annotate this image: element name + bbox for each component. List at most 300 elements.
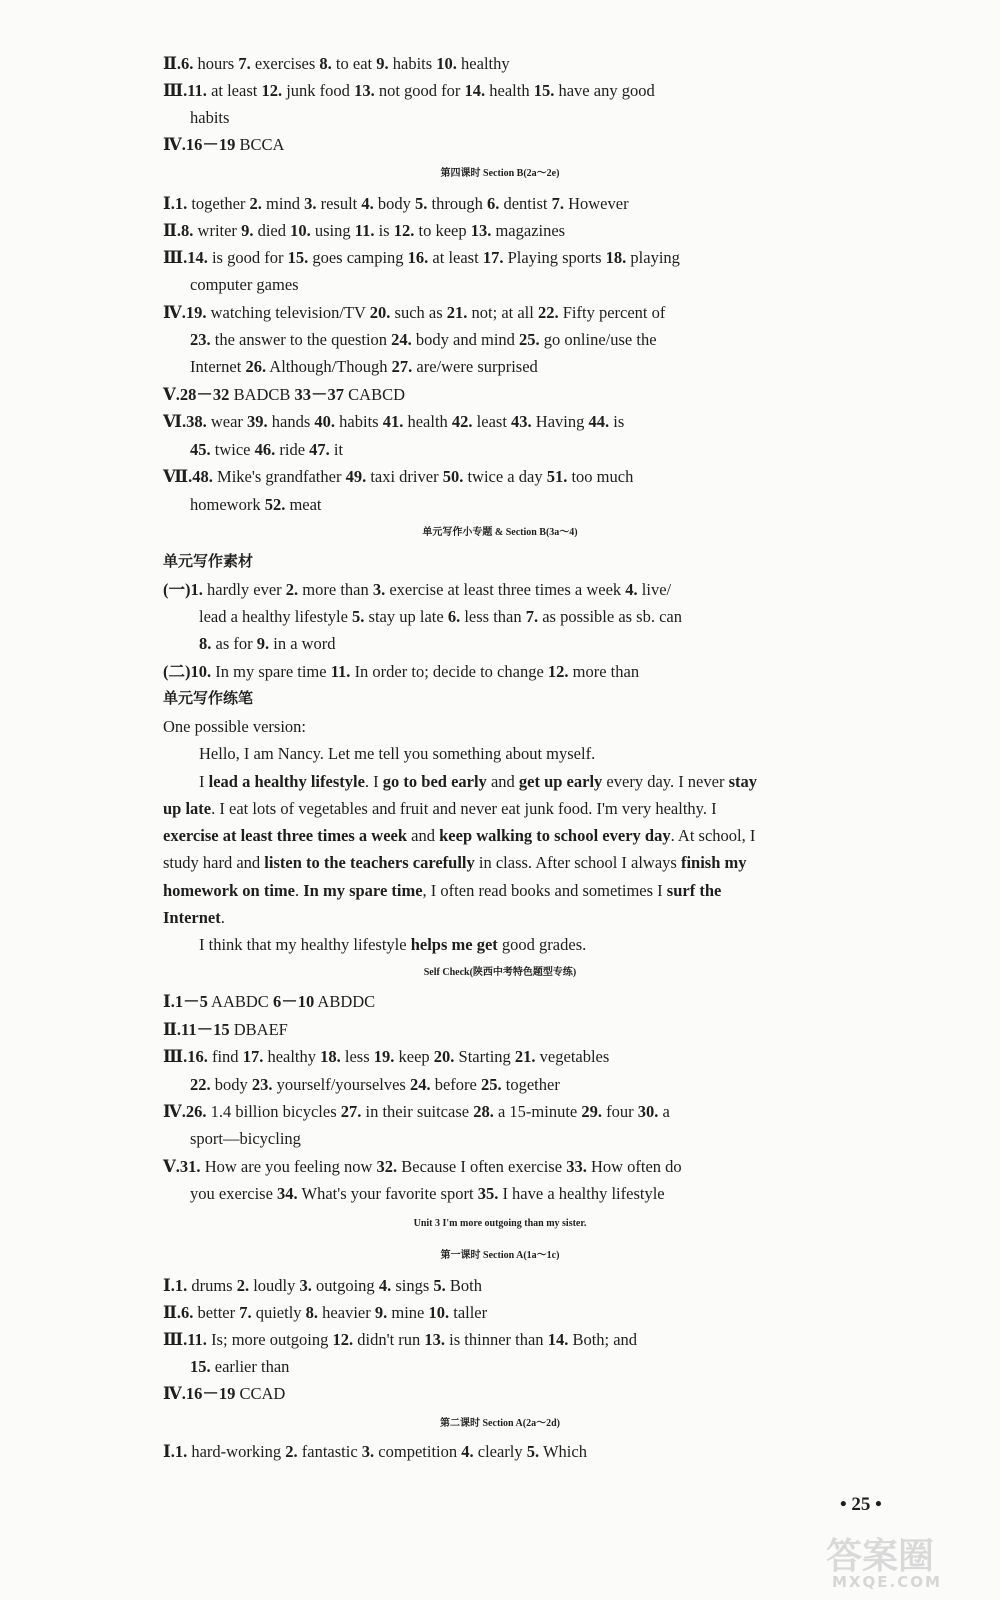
answer-number: up late (163, 799, 212, 818)
answer-text: is (609, 412, 625, 431)
answer-text: hands (267, 412, 315, 431)
answer-text: computer games (190, 275, 299, 294)
answer-text: AABDC (207, 992, 273, 1011)
answer-number: 13. (470, 221, 492, 240)
answer-text: competition (374, 1442, 462, 1461)
answer-number: 28. (473, 1102, 494, 1121)
answer-number: 50. (442, 467, 464, 486)
answer-line (163, 713, 306, 740)
answer-number: 23. (251, 1075, 273, 1094)
answer-number: 12. (393, 221, 415, 240)
answer-number: Ⅳ.26. (163, 1102, 207, 1121)
answer-number: 22. (537, 303, 559, 322)
answer-text: stay up late (364, 607, 448, 626)
answer-number: go to bed early (382, 772, 487, 791)
answer-text: vegetables (535, 1047, 610, 1066)
answer-text: good grades. (497, 935, 587, 954)
answer-number: 15. (533, 81, 555, 100)
answer-line (190, 436, 343, 463)
answer-text: in their suitcase (361, 1102, 474, 1121)
watermark-site: MXQE.COM (832, 1573, 942, 1591)
answer-text: are/were surprised (412, 357, 538, 376)
answer-text: Playing sports (503, 248, 606, 267)
watermark-logo (820, 1528, 990, 1596)
answer-text: Because I often exercise (397, 1157, 567, 1176)
answer-line (163, 1272, 482, 1299)
answer-number: 6－10 (272, 992, 315, 1011)
answer-number: 5. (415, 194, 428, 213)
answer-line (163, 1016, 288, 1043)
answer-number: Ⅴ.28－32 (163, 385, 230, 404)
answer-text: earlier than (210, 1357, 290, 1376)
answer-text: junk food (282, 81, 355, 100)
answer-text: sport—bicycling (190, 1129, 301, 1148)
answer-line (163, 576, 671, 603)
answer-number: Ⅴ.31. (163, 1157, 201, 1176)
answer-number: 5. (352, 607, 365, 626)
answer-text: Having (531, 412, 589, 431)
answer-text: body (373, 194, 415, 213)
answer-number: homework on time (163, 881, 295, 900)
answer-number: 12. (332, 1330, 354, 1349)
answer-number: 单元写作练笔 (163, 691, 254, 707)
answer-number: 32. (376, 1157, 398, 1176)
answer-text: exercise at least three times a week (385, 580, 626, 599)
answer-text: Although/Though (266, 357, 392, 376)
answer-number: 3. (372, 580, 386, 599)
section-heading (0, 519, 1000, 546)
answer-text: have any good (554, 81, 655, 100)
answer-number: 24. (391, 330, 412, 349)
answer-text: and (407, 826, 440, 845)
answer-number: 39. (247, 412, 268, 431)
answer-number: 2. (249, 194, 262, 213)
answer-number: 25. (481, 1075, 502, 1094)
section-heading (0, 1210, 1000, 1237)
answer-number: surf the (666, 881, 722, 900)
answer-text: yourself/yourselves (272, 1075, 410, 1094)
answer-number: Ⅰ.1－5 (163, 992, 208, 1011)
answer-text: I think that my healthy lifestyle (199, 935, 411, 954)
answer-text: quietly (251, 1303, 306, 1322)
answer-number: 12. (547, 662, 569, 681)
answer-line (163, 244, 680, 271)
answer-line (163, 1153, 682, 1180)
answer-text: as for (211, 634, 257, 653)
answer-line (190, 1353, 289, 1380)
answer-text: twice (210, 440, 255, 459)
answer-text: watching television/TV (206, 303, 370, 322)
answer-line (163, 904, 225, 931)
answer-line (163, 1299, 487, 1326)
answer-text: fantastic (297, 1442, 362, 1461)
answer-number: Ⅰ.1. (163, 194, 188, 213)
answer-text: a (658, 1102, 670, 1121)
answer-text: playing (626, 248, 680, 267)
answer-number: 14. (464, 81, 486, 100)
answer-text: I (199, 772, 209, 791)
answer-number: 8. (319, 54, 332, 73)
answer-text: find (207, 1047, 243, 1066)
answer-number: Ⅵ.38. (163, 412, 207, 431)
answer-line (190, 353, 538, 380)
answer-number: 26. (245, 357, 267, 376)
answer-number: 16. (407, 248, 429, 267)
answer-number: 27. (340, 1102, 362, 1121)
answer-text: in a word (269, 634, 336, 653)
answer-text: study hard and (163, 853, 265, 872)
answer-text: What's your favorite sport (297, 1184, 478, 1203)
answer-line (163, 77, 655, 104)
answer-number: Ⅱ.8. (163, 221, 194, 240)
answer-text: healthy (456, 54, 510, 73)
answer-number: (二)10. (163, 662, 212, 681)
answer-text: you exercise (190, 1184, 278, 1203)
answer-text: result (316, 194, 362, 213)
answer-number: 33. (566, 1157, 587, 1176)
answer-text: a 15-minute (493, 1102, 582, 1121)
answer-number: 45. (190, 440, 211, 459)
answer-number: 8. (199, 634, 212, 653)
answer-number: Ⅲ.11. (163, 1330, 207, 1349)
answer-text: wear (206, 412, 248, 431)
answer-text: healthy (263, 1047, 321, 1066)
answer-number: 7. (551, 194, 564, 213)
answer-text: Mike's grandfather (212, 467, 346, 486)
answer-text: Which (539, 1442, 587, 1461)
answer-text: taxi driver (366, 467, 443, 486)
answer-number: 11. (330, 662, 351, 681)
answer-number: 第一课时 Section A(1a～1c) (440, 1250, 560, 1261)
answer-number: stay (728, 772, 757, 791)
answer-number: 6. (486, 194, 500, 213)
answer-number: 2. (285, 580, 299, 599)
answer-line (190, 1071, 560, 1098)
answer-number: 20. (433, 1047, 455, 1066)
answer-number: 22. (190, 1075, 211, 1094)
answer-line (163, 50, 510, 77)
answer-text: . At school, I (670, 826, 756, 845)
answer-text: drums (187, 1276, 237, 1295)
answer-text: . I eat lots of vegetables and fruit and never eat junk food. I'm very healthy. I (211, 799, 717, 818)
answer-line (163, 217, 565, 244)
section-heading (0, 160, 1000, 187)
answer-text: too much (567, 467, 634, 486)
answer-line (163, 463, 633, 490)
answer-text: twice a day (463, 467, 547, 486)
answer-text: clearly (473, 1442, 527, 1461)
subsection-heading (163, 686, 253, 713)
answer-text: less (340, 1047, 374, 1066)
answer-text: in class. After school I always (474, 853, 681, 872)
answer-text: However (563, 194, 629, 213)
answer-number: 29. (581, 1102, 602, 1121)
answer-number: 27. (391, 357, 413, 376)
answer-number: helps me get (410, 935, 498, 954)
answer-number: 4. (378, 1276, 392, 1295)
answer-number: Ⅲ.14. (163, 248, 208, 267)
answer-number: keep walking to school every day (439, 826, 671, 845)
answer-text: homework (190, 495, 265, 514)
answer-number: 18. (605, 248, 627, 267)
answer-number: Unit 3 I'm more outgoing than my sister. (413, 1218, 587, 1229)
answer-number: 23. (190, 330, 211, 349)
answer-number: 9. (376, 54, 389, 73)
answer-line (190, 1180, 665, 1207)
answer-number: 单元写作素材 (163, 554, 254, 570)
answer-text: goes camping (308, 248, 408, 267)
answer-line (163, 658, 639, 685)
answer-number: 18. (320, 1047, 341, 1066)
answer-text: Fifty percent of (558, 303, 666, 322)
answer-number: 8. (305, 1303, 319, 1322)
answer-text: more than (568, 662, 640, 681)
answer-text: mine (387, 1303, 429, 1322)
answer-number: Ⅳ.19. (163, 303, 207, 322)
answer-line (190, 104, 229, 131)
answer-text: least (472, 412, 512, 431)
answer-number: 单元写作小专题 & Section B(3a～4) (422, 527, 578, 538)
answer-text: through (427, 194, 487, 213)
answer-number: lead a healthy lifestyle (208, 772, 365, 791)
answer-number: 42. (451, 412, 473, 431)
answer-text: habits (335, 412, 383, 431)
answer-text: BCCA (235, 135, 285, 154)
answer-number: 10. (436, 54, 457, 73)
answer-number: 25. (519, 330, 540, 349)
answer-text: Hello, I am Nancy. Let me tell you something about myself. (199, 744, 596, 763)
answer-line (163, 1043, 609, 1070)
answer-text: ABDDC (314, 992, 376, 1011)
answer-text: habits (190, 108, 230, 127)
answer-line (190, 271, 299, 298)
answer-number: 11. (354, 221, 375, 240)
answer-text: health (403, 412, 452, 431)
answer-line (163, 1326, 637, 1353)
answer-text: hard-working (187, 1442, 286, 1461)
answer-number: 15. (190, 1357, 211, 1376)
answer-number: 4. (361, 194, 374, 213)
answer-text: exercises (250, 54, 320, 73)
answer-number: Ⅱ.6. (163, 1303, 194, 1322)
answer-text: BADCB (229, 385, 295, 404)
answer-number: 7. (239, 1303, 252, 1322)
answer-line (163, 849, 747, 876)
answer-number: 43. (511, 412, 532, 431)
answer-line (163, 822, 755, 849)
answer-text: not; at all (467, 303, 538, 322)
answer-text: as possible as sb. can (538, 607, 683, 626)
answer-line (163, 1380, 285, 1407)
answer-number: Ⅲ.16. (163, 1047, 208, 1066)
answer-text: taller (449, 1303, 488, 1322)
answer-text: every day. I never (602, 772, 729, 791)
section-heading (0, 959, 1000, 986)
answer-number: Internet (163, 908, 221, 927)
watermark-glyphs: 答案圈 (826, 1536, 935, 1577)
answer-number: 14. (547, 1330, 569, 1349)
answer-number: 13. (424, 1330, 446, 1349)
answer-number: Ⅲ.11. (163, 81, 207, 100)
answer-text: mind (261, 194, 305, 213)
answer-number: Ⅰ.1. (163, 1442, 188, 1461)
answer-text: better (193, 1303, 240, 1322)
answer-number: 46. (254, 440, 276, 459)
answer-text: . I (364, 772, 383, 791)
answer-text: meat (285, 495, 322, 514)
answer-text: is good for (207, 248, 288, 267)
answer-number: Ⅱ.11－15 (163, 1020, 230, 1039)
answer-line (199, 740, 595, 767)
answer-text: One possible version: (163, 717, 306, 736)
answer-number: 49. (345, 467, 367, 486)
answer-text: didn't run (353, 1330, 425, 1349)
answer-number: 44. (588, 412, 610, 431)
answer-line (163, 877, 721, 904)
answer-number: 13. (354, 81, 375, 100)
answer-text: keep (394, 1047, 434, 1066)
answer-text: How are you feeling now (200, 1157, 377, 1176)
answer-number: 21. (514, 1047, 536, 1066)
answer-text: . (294, 881, 304, 900)
answer-number: 第二课时 Section A(2a～2d) (440, 1418, 560, 1429)
answer-number: Ⅰ.1. (163, 1276, 188, 1295)
answer-number: 7. (525, 607, 539, 626)
answer-text: less than (460, 607, 526, 626)
answer-number: 第四课时 Section B(2a～2e) (440, 168, 560, 179)
answer-line (190, 491, 322, 518)
answer-text: lead a healthy lifestyle (199, 607, 353, 626)
answer-number: 12. (261, 81, 283, 100)
answer-text: Both; and (568, 1330, 638, 1349)
answer-text: at least (206, 81, 262, 100)
answer-line (163, 299, 665, 326)
section-heading (0, 1410, 1000, 1437)
answer-number: 19. (373, 1047, 395, 1066)
answer-text: outgoing (311, 1276, 379, 1295)
answer-text: health (485, 81, 534, 100)
answer-text: How often do (586, 1157, 682, 1176)
section-heading (0, 1242, 1000, 1269)
answer-text: is (374, 221, 394, 240)
answer-number: get up early (518, 772, 603, 791)
answer-text: heavier (318, 1303, 375, 1322)
answer-text: magazines (491, 221, 566, 240)
answer-text: Is; more outgoing (206, 1330, 333, 1349)
answer-line (163, 1438, 587, 1465)
answer-text: before (430, 1075, 481, 1094)
answer-text: live/ (637, 580, 672, 599)
answer-number: 17. (482, 248, 504, 267)
answer-text: to keep (414, 221, 471, 240)
answer-number: finish my (680, 853, 747, 872)
answer-text: such as (390, 303, 447, 322)
answer-number: 41. (382, 412, 404, 431)
answer-number: 5. (526, 1442, 540, 1461)
answer-line (199, 931, 586, 958)
answer-line (199, 768, 757, 795)
answer-text: four (601, 1102, 638, 1121)
answer-text: sings (391, 1276, 434, 1295)
answer-line (190, 1125, 301, 1152)
answer-number: 3. (304, 194, 317, 213)
answer-number: 35. (477, 1184, 499, 1203)
answer-text: at least (428, 248, 483, 267)
answer-number: 34. (277, 1184, 298, 1203)
answer-line (163, 381, 405, 408)
answer-number: 30. (637, 1102, 659, 1121)
answer-number: 3. (299, 1276, 312, 1295)
answer-number: (一)1. (163, 580, 203, 599)
answer-number: 21. (446, 303, 468, 322)
answer-text: Internet (190, 357, 246, 376)
answer-line (199, 603, 682, 630)
answer-number: Self Check(陕西中考特色题型专练) (423, 967, 577, 978)
answer-text: . (220, 908, 225, 927)
answer-line (163, 190, 629, 217)
answer-text: hours (193, 54, 239, 73)
answer-number: Ⅱ.6. (163, 54, 194, 73)
answer-text: Both (445, 1276, 482, 1295)
answer-text: CABCD (344, 385, 406, 404)
answer-text: 1.4 billion bicycles (206, 1102, 341, 1121)
answer-number: 20. (369, 303, 391, 322)
answer-number: 5. (433, 1276, 446, 1295)
answer-text: loudly (249, 1276, 300, 1295)
answer-number: 10. (428, 1303, 450, 1322)
answer-number: 2. (285, 1442, 298, 1461)
answer-line (163, 131, 284, 158)
answer-text: the answer to the question (210, 330, 392, 349)
answer-text: DBAEF (229, 1020, 288, 1039)
answer-number: Ⅳ.16－19 (163, 135, 236, 154)
answer-text: body and mind (411, 330, 520, 349)
answer-text: hardly ever (202, 580, 286, 599)
answer-number: 9. (241, 221, 254, 240)
answer-text: body (210, 1075, 252, 1094)
answer-number: 4. (625, 580, 638, 599)
answer-number: 52. (264, 495, 286, 514)
answer-number: 6. (447, 607, 461, 626)
answer-text: together (501, 1075, 560, 1094)
answer-text: more than (298, 580, 373, 599)
answer-text: it (329, 440, 344, 459)
answer-text: not good for (374, 81, 465, 100)
answer-line (163, 1098, 670, 1125)
answer-number: 4. (461, 1442, 474, 1461)
answer-text: dentist (499, 194, 552, 213)
answer-number: 33－37 (294, 385, 345, 404)
answer-number: 17. (242, 1047, 264, 1066)
subsection-heading (163, 549, 253, 576)
answer-number: 51. (546, 467, 568, 486)
answer-number: 3. (361, 1442, 375, 1461)
answer-number: 10. (290, 221, 311, 240)
answer-text: ride (275, 440, 310, 459)
answer-line (199, 630, 336, 657)
answer-line (163, 795, 717, 822)
answer-number: 9. (256, 634, 270, 653)
page-number: • 25 • (840, 1494, 882, 1515)
answer-number: 15. (287, 248, 309, 267)
answer-text: CCAD (235, 1384, 286, 1403)
answer-number: 40. (314, 412, 336, 431)
answer-number: 9. (374, 1303, 388, 1322)
answer-text: died (253, 221, 291, 240)
answer-text: go online/use the (539, 330, 657, 349)
answer-number: listen to the teachers carefully (264, 853, 475, 872)
answer-number: Ⅳ.16－19 (163, 1384, 236, 1403)
